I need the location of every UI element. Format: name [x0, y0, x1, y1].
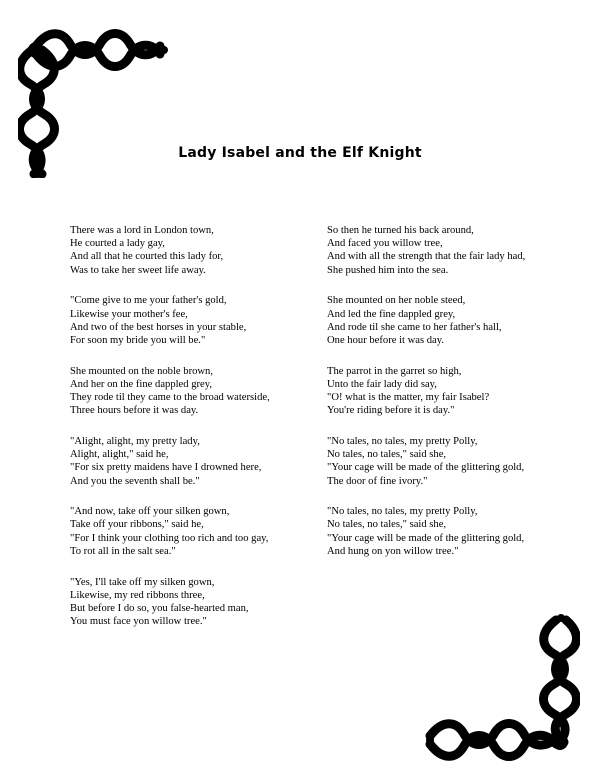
verse-line: "Your cage will be made of the glittering gold, — [327, 462, 525, 474]
verse-line: She pushed him into the sea. — [327, 264, 449, 276]
verse-line: And with all the strength that the fair lady had, — [327, 251, 526, 263]
verse-line: You're riding before it is day." — [327, 405, 455, 417]
verse-line: They rode til they came to the broad waterside, — [70, 392, 270, 404]
verse-line: "For I think your clothing too rich and too gay, — [70, 532, 269, 544]
verse-line: "Yes, I'll take off my silken gown, — [70, 576, 215, 588]
stanza — [327, 365, 577, 418]
stanza — [70, 576, 320, 629]
verse-line: Three hours before it was day. — [70, 405, 199, 417]
verse-line: He courted a lady gay, — [70, 238, 165, 250]
verse-line: Likewise your mother's fee, — [70, 308, 188, 320]
stanza — [327, 435, 577, 488]
verse-line: "O! what is the matter, my fair Isabel? — [327, 392, 490, 404]
stanza — [327, 224, 577, 277]
verse-line: "And now, take off your silken gown, — [70, 506, 230, 518]
poem-column-left — [70, 224, 320, 646]
verse-line: "No tales, no tales, my pretty Polly, — [327, 435, 478, 447]
stanza — [70, 365, 320, 418]
poem-column-right — [327, 224, 577, 576]
poem-title: Lady Isabel and the Elf Knight — [178, 145, 422, 162]
verse-line: But before I do so, you false-hearted man, — [70, 602, 249, 614]
verse-line: There was a lord in London town, — [70, 225, 214, 236]
verse-line: One hour before it was day. — [327, 334, 444, 346]
verse-line: So then he turned his back around, — [327, 225, 474, 236]
verse-line: Unto the fair lady did say, — [327, 378, 437, 390]
verse-line: Take off your ribbons," said he, — [70, 519, 204, 531]
verse-line: "Alight, alight, my pretty lady, — [70, 435, 200, 447]
stanza — [327, 505, 577, 558]
verse-line: To rot all in the salt sea." — [70, 545, 176, 557]
verse-line: No tales, no tales," said she, — [327, 449, 447, 461]
verse-line: The door of fine ivory." — [327, 475, 428, 487]
verse-line: And all that he courted this lady for, — [70, 251, 224, 263]
verse-line: And rode til she came to her father's hall, — [327, 321, 502, 333]
verse-line: The parrot in the garret so high, — [327, 365, 462, 377]
verse-line: Likewise, my red ribbons three, — [70, 589, 205, 601]
verse-line: "Your cage will be made of the glittering gold, — [327, 532, 525, 544]
stanza — [70, 505, 320, 558]
verse-line: For soon my bride you will be." — [70, 334, 206, 346]
verse-line: And hung on yon willow tree." — [327, 545, 459, 557]
verse-line: Was to take her sweet life away. — [70, 264, 206, 276]
stanza — [327, 294, 577, 347]
verse-line: "Come give to me your father's gold, — [70, 295, 227, 307]
verse-line: And faced you willow tree, — [327, 238, 443, 250]
verse-line: She mounted on her noble steed, — [327, 295, 466, 307]
verse-line: And two of the best horses in your stable, — [70, 321, 247, 333]
verse-line: No tales, no tales," said she, — [327, 519, 447, 531]
stanza — [70, 435, 320, 488]
celtic-knot-corner-bottom-right — [424, 612, 580, 764]
verse-line: And led the fine dappled grey, — [327, 308, 456, 320]
verse-line: "No tales, no tales, my pretty Polly, — [327, 506, 478, 518]
verse-line: "For six pretty maidens have I drowned here, — [70, 462, 262, 474]
verse-line: And her on the fine dappled grey, — [70, 378, 212, 390]
stanza — [70, 224, 320, 277]
verse-line: Alight, alight," said he, — [70, 449, 169, 461]
verse-line: And you the seventh shall be." — [70, 475, 200, 487]
stanza — [70, 294, 320, 347]
verse-line: You must face yon willow tree." — [70, 616, 207, 628]
verse-line: She mounted on the noble brown, — [70, 365, 213, 377]
